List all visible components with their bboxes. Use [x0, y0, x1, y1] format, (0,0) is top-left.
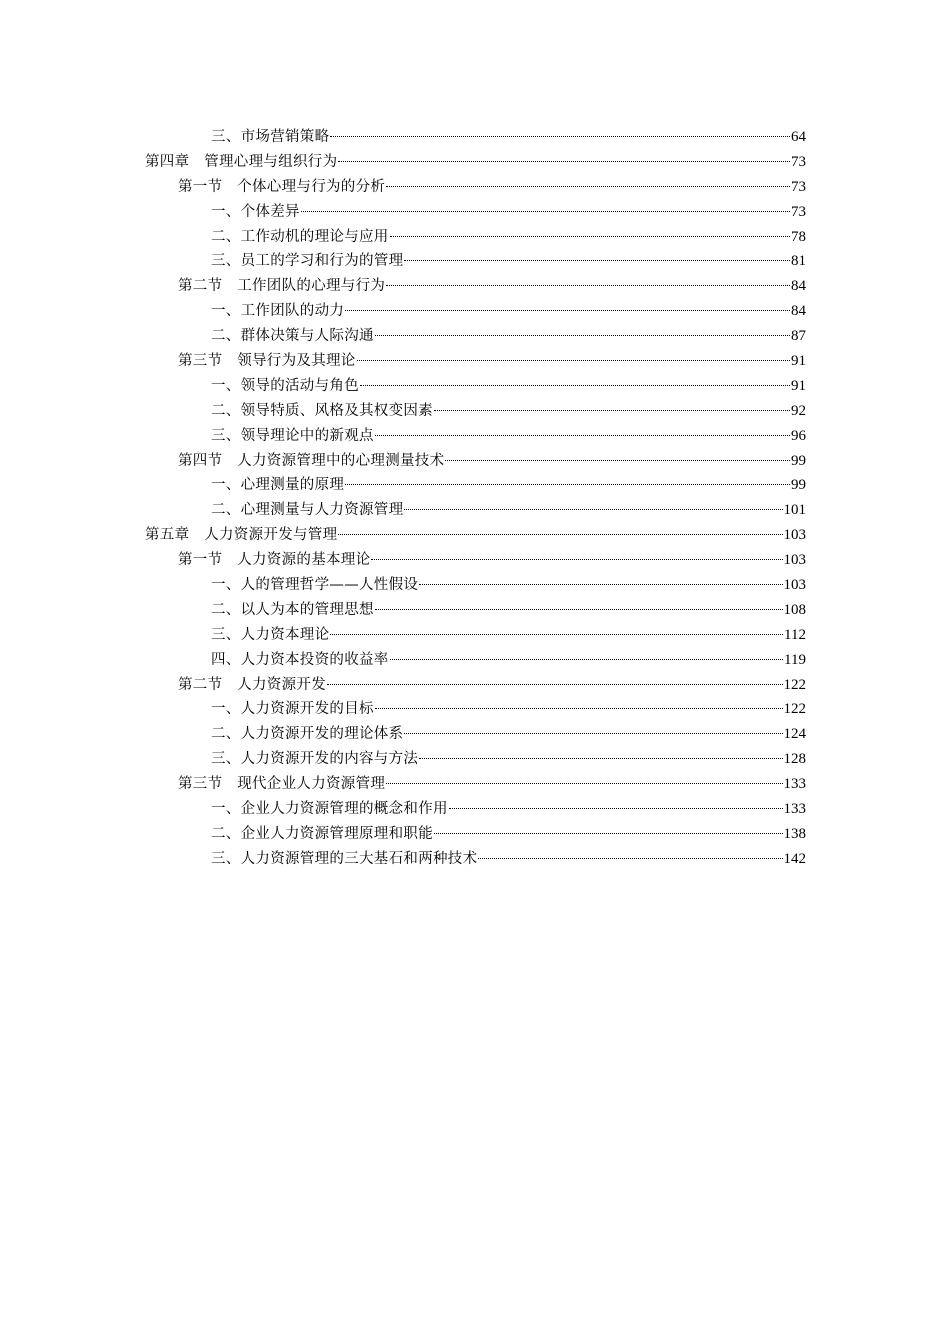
toc-page-number: 112: [784, 626, 806, 643]
toc-entry-title: 二、工作动机的理论与应用: [211, 228, 389, 245]
toc-entry-title: 第二节 人力资源开发: [178, 676, 326, 693]
toc-page-number: 133: [783, 776, 806, 793]
toc-entry-title: 第三节 领导行为及其理论: [178, 353, 356, 370]
toc-subsection-entry[interactable]: [145, 697, 806, 722]
toc-dot-leader: [375, 609, 783, 610]
toc-dot-leader: [338, 534, 782, 535]
toc-dot-leader: [301, 211, 790, 212]
toc-entry-title: 二、心理测量与人力资源管理: [211, 502, 404, 519]
toc-page-number: 87: [791, 328, 806, 345]
toc-page-number: 96: [791, 427, 806, 444]
toc-entry-title: 第三节 现代企业人力资源管理: [178, 776, 386, 793]
toc-subsection-entry[interactable]: [145, 399, 806, 424]
toc-page-number: 73: [791, 203, 806, 220]
toc-subsection-entry[interactable]: [145, 125, 806, 150]
toc-dot-leader: [357, 360, 790, 361]
toc-dot-leader: [419, 758, 782, 759]
toc-entry-title: 第一节 人力资源的基本理论: [178, 552, 371, 569]
toc-dot-leader: [327, 684, 783, 685]
toc-section-entry[interactable]: [145, 274, 806, 299]
toc-page-number: 103: [783, 577, 806, 594]
toc-entry-title: 三、员工的学习和行为的管理: [211, 253, 404, 270]
toc-entry-title: 二、人力资源开发的理论体系: [211, 726, 404, 743]
toc-page-number: 108: [783, 601, 806, 618]
toc-entry-title: 一、领导的活动与角色: [211, 377, 359, 394]
toc-subsection-entry[interactable]: [145, 324, 806, 349]
toc-page-number: 81: [791, 253, 806, 270]
toc-entry-title: 一、人的管理哲学——人性假设: [211, 577, 419, 594]
toc-subsection-entry[interactable]: [145, 847, 806, 872]
toc-section-entry[interactable]: [145, 772, 806, 797]
toc-dot-leader: [375, 435, 790, 436]
toc-page-number: 119: [784, 651, 806, 668]
toc-subsection-entry[interactable]: [145, 598, 806, 623]
toc-dot-leader: [371, 559, 782, 560]
toc-subsection-entry[interactable]: [145, 747, 806, 772]
toc-subsection-entry[interactable]: [145, 648, 806, 673]
toc-section-entry[interactable]: [145, 449, 806, 474]
toc-entry-title: 二、以人为本的管理思想: [211, 601, 374, 618]
toc-page-number: 122: [783, 701, 806, 718]
toc-entry-title: 一、人力资源开发的目标: [211, 701, 374, 718]
toc-page-number: 84: [791, 303, 806, 320]
toc-page-number: 103: [783, 527, 806, 544]
toc-dot-leader: [449, 808, 783, 809]
toc-dot-leader: [434, 833, 783, 834]
toc-entry-title: 一、企业人力资源管理的概念和作用: [211, 801, 448, 818]
toc-entry-title: 三、人力资源开发的内容与方法: [211, 751, 419, 768]
toc-dot-leader: [386, 186, 790, 187]
toc-dot-leader: [360, 385, 790, 386]
toc-subsection-entry[interactable]: [145, 225, 806, 250]
toc-dot-leader: [404, 260, 790, 261]
toc-entry-title: 第一节 个体心理与行为的分析: [178, 178, 386, 195]
toc-subsection-entry[interactable]: [145, 200, 806, 225]
toc-page-number: 91: [791, 377, 806, 394]
toc-dot-leader: [386, 285, 790, 286]
toc-entry-title: 一、心理测量的原理: [211, 477, 345, 494]
toc-section-entry[interactable]: [145, 673, 806, 698]
toc-subsection-entry[interactable]: [145, 722, 806, 747]
toc-subsection-entry[interactable]: [145, 374, 806, 399]
toc-entry-title: 二、领导特质、风格及其权变因素: [211, 402, 433, 419]
toc-dot-leader: [419, 584, 782, 585]
toc-section-entry[interactable]: [145, 349, 806, 374]
toc-page-number: 73: [791, 178, 806, 195]
toc-entry-title: 三、人力资本理论: [211, 626, 330, 643]
toc-subsection-entry[interactable]: [145, 573, 806, 598]
toc-dot-leader: [445, 460, 790, 461]
toc-subsection-entry[interactable]: [145, 623, 806, 648]
toc-dot-leader: [386, 783, 782, 784]
toc-entry-title: 二、企业人力资源管理原理和职能: [211, 825, 433, 842]
toc-entry-title: 一、工作团队的动力: [211, 303, 345, 320]
toc-dot-leader: [390, 659, 783, 660]
toc-entry-title: 三、领导理论中的新观点: [211, 427, 374, 444]
toc-page-number: 122: [783, 676, 806, 693]
toc-subsection-entry[interactable]: [145, 249, 806, 274]
toc-dot-leader: [404, 733, 782, 734]
toc-entry-title: 一、个体差异: [211, 203, 300, 220]
toc-section-entry[interactable]: [145, 175, 806, 200]
toc-entry-title: 第四章 管理心理与组织行为: [145, 153, 338, 170]
toc-section-entry[interactable]: [145, 548, 806, 573]
toc-dot-leader: [330, 634, 783, 635]
toc-page-number: 64: [791, 129, 806, 145]
toc-dot-leader: [390, 236, 790, 237]
toc-entry-title: 第四节 人力资源管理中的心理测量技术: [178, 452, 445, 469]
toc-dot-leader: [338, 161, 790, 162]
toc-dot-leader: [345, 310, 790, 311]
toc-dot-leader: [375, 335, 790, 336]
toc-chapter-entry[interactable]: [145, 150, 806, 175]
toc-dot-leader: [434, 410, 790, 411]
toc-entry-title: 第五章 人力资源开发与管理: [145, 527, 338, 544]
toc-page-number: 78: [791, 228, 806, 245]
toc-page-number: 99: [791, 477, 806, 494]
toc-entry-title: 第二节 工作团队的心理与行为: [178, 278, 386, 295]
toc-subsection-entry[interactable]: [145, 822, 806, 847]
toc-page-number: 138: [783, 825, 806, 842]
toc-entry-title: 二、群体决策与人际沟通: [211, 328, 374, 345]
toc-subsection-entry[interactable]: [145, 424, 806, 449]
toc-chapter-entry[interactable]: [145, 523, 806, 548]
toc-subsection-entry[interactable]: [145, 797, 806, 822]
toc-page-number: 91: [791, 353, 806, 370]
toc-page-number: 103: [783, 552, 806, 569]
toc-dot-leader: [345, 484, 790, 485]
toc-page-number: 92: [791, 402, 806, 419]
toc-page-number: 73: [791, 153, 806, 170]
toc-page-number: 84: [791, 278, 806, 295]
toc-dot-leader: [375, 708, 783, 709]
toc-dot-leader: [404, 509, 782, 510]
table-of-contents: [145, 125, 806, 872]
toc-subsection-entry[interactable]: [145, 473, 806, 498]
toc-page-number: 124: [783, 726, 806, 743]
toc-entry-title: 三、市场营销策略: [211, 129, 330, 145]
toc-page-number: 99: [791, 452, 806, 469]
toc-subsection-entry[interactable]: [145, 299, 806, 324]
toc-entry-title: 三、人力资源管理的三大基石和两种技术: [211, 850, 478, 867]
toc-entry-title: 四、人力资本投资的收益率: [211, 651, 389, 668]
toc-page-number: 128: [783, 751, 806, 768]
toc-dot-leader: [478, 858, 782, 859]
toc-page-number: 101: [783, 502, 806, 519]
toc-dot-leader: [330, 136, 790, 137]
toc-subsection-entry[interactable]: [145, 498, 806, 523]
toc-page-number: 142: [783, 850, 806, 867]
toc-page-number: 133: [783, 801, 806, 818]
